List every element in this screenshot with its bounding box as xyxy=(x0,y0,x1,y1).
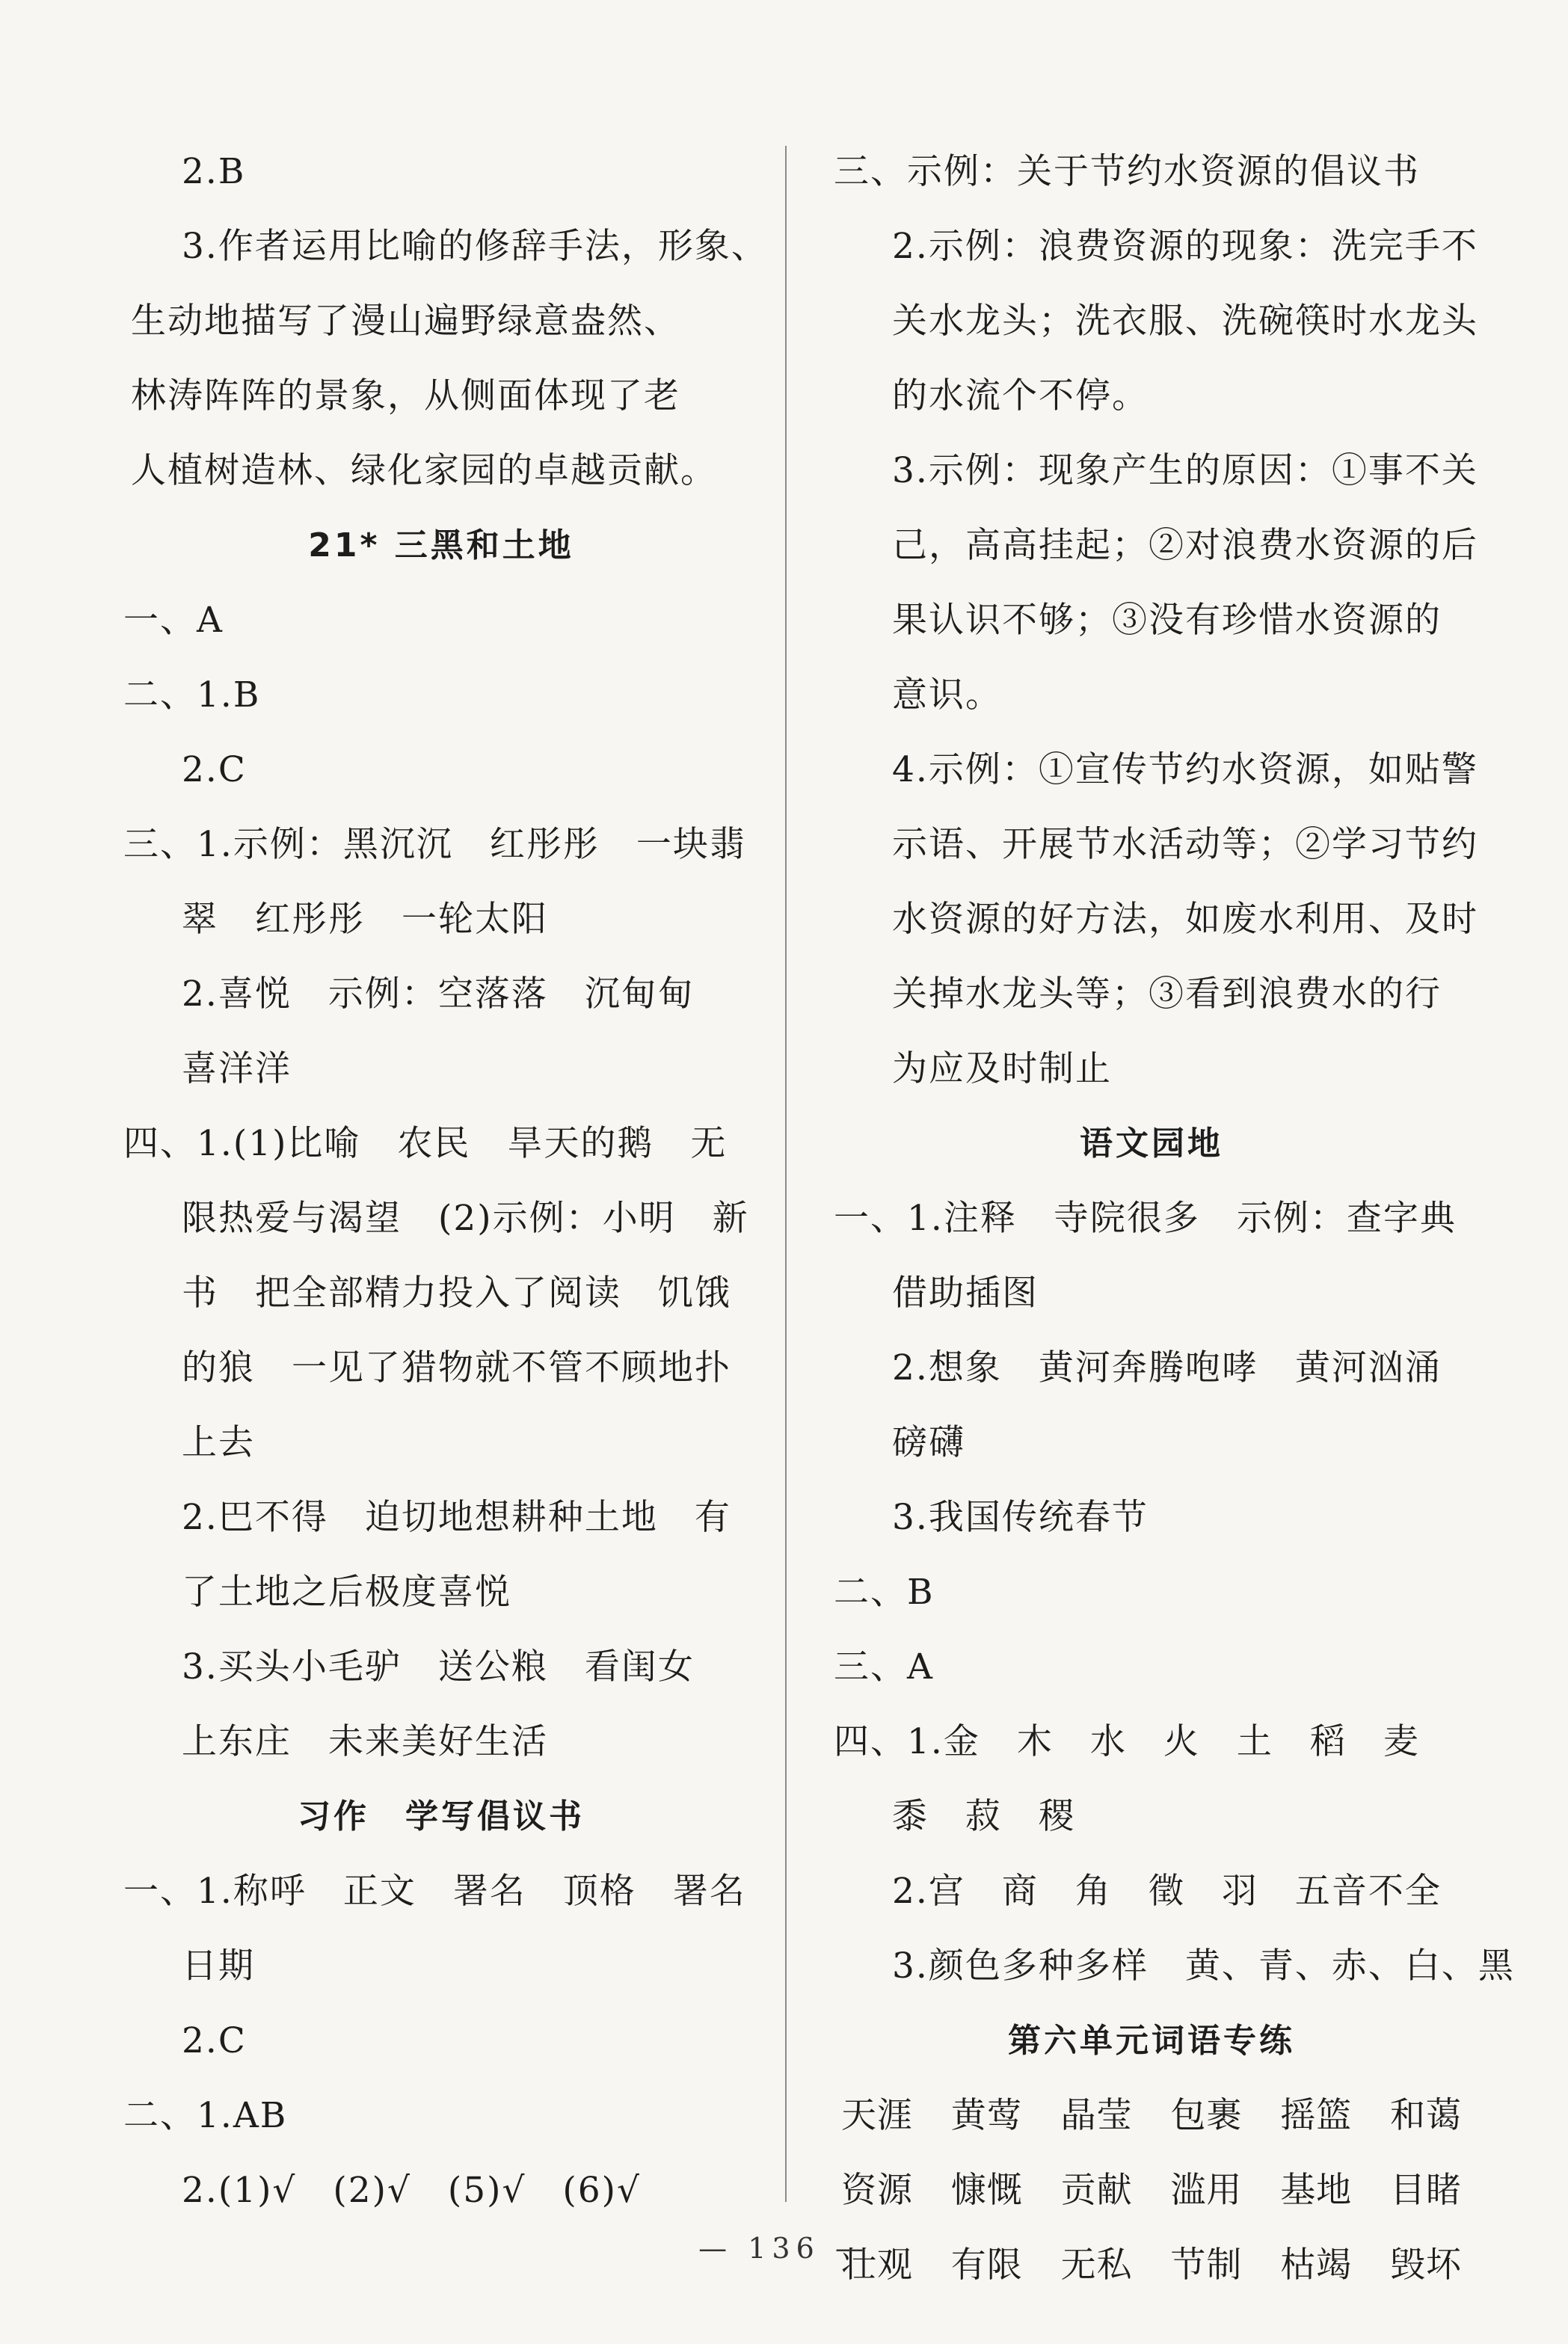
answer-line: 四、1.(1)比喻 农民 旱天的鹅 无 xyxy=(123,1123,728,1164)
answer-line: 2.宫 商 角 徵 羽 五音不全 xyxy=(892,1871,1442,1912)
answer-line: 二、1.B xyxy=(123,674,261,716)
answer-line: 4.示例：①宣传节约水资源，如贴警 xyxy=(892,749,1478,790)
vocab-word: 黄莺 xyxy=(950,2095,1023,2136)
answer-line: 水资源的好方法，如废水利用、及时 xyxy=(892,899,1478,940)
answer-line: 2.喜悦 示例：空落落 沉甸甸 xyxy=(182,973,695,1015)
answer-line: 2.示例：浪费资源的现象：洗完手不 xyxy=(892,226,1478,267)
answer-line: 为应及时制止 xyxy=(892,1048,1112,1089)
answer-line: 生动地描写了漫山遍野绿意盎然、 xyxy=(131,301,680,342)
vocab-word: 目睹 xyxy=(1389,2170,1462,2211)
answer-line: 书 把全部精力投入了阅读 饥饿 xyxy=(182,1273,731,1314)
answer-line: 黍 菽 稷 xyxy=(892,1796,1075,1837)
vocab-word: 和蔼 xyxy=(1389,2095,1462,2136)
vocab-word: 晶莹 xyxy=(1060,2095,1133,2136)
vocab-word: 贡献 xyxy=(1060,2170,1133,2211)
answer-line: 一、A xyxy=(123,600,224,641)
answer-line: 2.(1)√ (2)√ (5)√ (6)√ xyxy=(182,2170,641,2211)
answer-line: 示语、开展节水活动等；②学习节约 xyxy=(892,824,1478,865)
answer-line: 二、B xyxy=(834,1572,935,1613)
answer-line: 3.示例：现象产生的原因：①事不关 xyxy=(892,450,1478,491)
answer-line: 借助插图 xyxy=(892,1273,1039,1314)
vocab-word: 壮观 xyxy=(841,2245,913,2286)
answer-line: 的水流个不停。 xyxy=(892,375,1149,416)
answer-line: 3.买头小毛驴 送公粮 看闺女 xyxy=(182,1646,695,1688)
section-title: 习作 学写倡议书 xyxy=(298,1797,585,1836)
answer-line: 的狼 一见了猎物就不管不顾地扑 xyxy=(182,1347,731,1388)
answer-line: 3.作者运用比喻的修辞手法，形象、 xyxy=(182,226,768,267)
answer-line: 限热爱与渴望 (2)示例：小明 新 xyxy=(182,1198,749,1239)
answer-line: 己，高高挂起；②对浪费水资源的后 xyxy=(892,525,1478,566)
answer-line: 三、A xyxy=(834,1646,934,1688)
answer-line: 二、1.AB xyxy=(123,2095,288,2136)
vocab-word: 枯竭 xyxy=(1280,2245,1353,2286)
vocab-word: 包裹 xyxy=(1170,2095,1243,2136)
answer-line: 2.巴不得 迫切地想耕种土地 有 xyxy=(182,1497,731,1538)
vocab-word: 毁坏 xyxy=(1389,2245,1462,2286)
answer-line: 3.我国传统春节 xyxy=(892,1497,1149,1538)
vocab-word: 基地 xyxy=(1280,2170,1353,2211)
answer-line: 四、1.金 木 水 火 土 稻 麦 xyxy=(834,1721,1420,1762)
vocab-word: 摇篮 xyxy=(1280,2095,1353,2136)
section-title: 21* 三黑和土地 xyxy=(308,526,574,565)
section-title: 第六单元词语专练 xyxy=(1008,2022,1295,2060)
vocab-word: 无私 xyxy=(1060,2245,1133,2286)
answer-line: 人植树造林、绿化家园的卓越贡献。 xyxy=(131,450,717,491)
answer-line: 关掉水龙头等；③看到浪费水的行 xyxy=(892,973,1442,1015)
answer-line: 三、示例：关于节约水资源的倡议书 xyxy=(834,151,1420,192)
answer-line: 果认识不够；③没有珍惜水资源的 xyxy=(892,600,1442,641)
vocab-word: 慷慨 xyxy=(950,2170,1023,2211)
column-divider xyxy=(785,146,787,2202)
answer-line: 上去 xyxy=(182,1422,255,1463)
section-title: 语文园地 xyxy=(1080,1125,1223,1163)
answer-line: 日期 xyxy=(182,1945,255,1987)
answer-line: 意识。 xyxy=(892,674,1002,716)
answer-line: 关水龙头；洗衣服、洗碗筷时水龙头 xyxy=(892,301,1478,342)
answer-line: 喜洋洋 xyxy=(182,1048,292,1089)
answer-line: 磅礴 xyxy=(892,1422,965,1463)
answer-line: 林涛阵阵的景象，从侧面体现了老 xyxy=(131,375,680,416)
vocab-word: 有限 xyxy=(950,2245,1023,2286)
answer-line: 了土地之后极度喜悦 xyxy=(182,1572,511,1613)
answer-line: 2.想象 黄河奔腾咆哮 黄河汹涌 xyxy=(892,1347,1442,1388)
answer-line: 2.B xyxy=(182,151,246,192)
word-row xyxy=(841,2079,1462,2153)
answer-line: 三、1.示例：黑沉沉 红彤彤 一块翡 xyxy=(123,824,746,865)
page-number: — 136 — xyxy=(698,2232,870,2265)
right-column xyxy=(834,135,1515,2303)
left-column xyxy=(123,135,768,2228)
vocab-word: 资源 xyxy=(841,2170,913,2211)
word-row xyxy=(841,2153,1462,2228)
vocab-word: 节制 xyxy=(1170,2245,1243,2286)
answer-line: 3.颜色多种多样 黄、青、赤、白、黑 xyxy=(892,1945,1515,1987)
answer-line: 一、1.注释 寺院很多 示例：查字典 xyxy=(834,1198,1457,1239)
answer-line: 2.C xyxy=(182,749,247,790)
vocab-word: 滥用 xyxy=(1170,2170,1243,2211)
vocab-word: 天涯 xyxy=(841,2095,913,2136)
answer-line: 翠 红彤彤 一轮太阳 xyxy=(182,899,548,940)
answer-line: 一、1.称呼 正文 署名 顶格 署名 xyxy=(123,1871,746,1912)
answer-line: 上东庄 未来美好生活 xyxy=(182,1721,548,1762)
answer-line: 2.C xyxy=(182,2020,247,2061)
